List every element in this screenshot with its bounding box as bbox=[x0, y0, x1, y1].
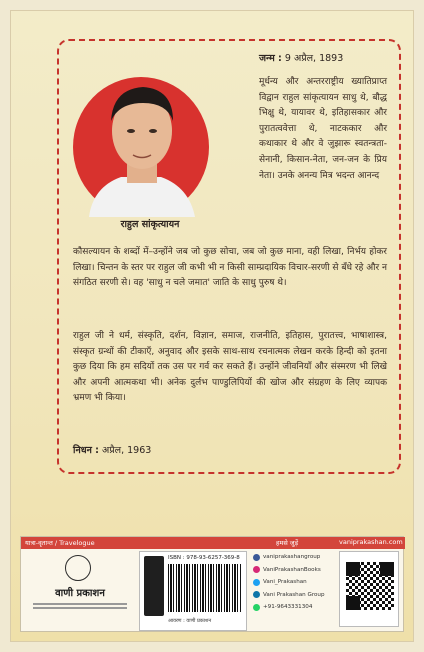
social-link-facebook[interactable] bbox=[253, 551, 335, 564]
social-link-text: Vani Prakashan Group bbox=[263, 591, 325, 598]
isbn-text: ISBN : 978-93-6257-369-8 bbox=[168, 555, 240, 561]
qr-code-icon bbox=[346, 562, 394, 610]
cover-credit: आवरण : वाणी प्रकाशन bbox=[168, 618, 212, 624]
social-link-text: Vani_Prakashan bbox=[263, 579, 307, 586]
death-label: निधन : bbox=[73, 445, 99, 456]
social-link-text: vaniprakashangroup bbox=[263, 554, 321, 561]
bio-right-column: मूर्धन्य और अन्तरराष्ट्रीय ख्यातिप्राप्त विद्वान राहुल सांकृत्यायन साधु थे, बौद्ध भिक्षु थे, यायावर थे, इतिहासकार और पुरातत्ववेत्ता थे, नाटककार और कथाकार थे और वे जुझारू स्वतन्त्रता-सेनानी, किसान-नेता, जन-जन के प्रिय नेता। उनके अनन्य मित्र भदन्त आनन्द bbox=[259, 77, 387, 181]
social-links bbox=[253, 551, 335, 614]
bio-paragraph-two: राहुल जी ने धर्म, संस्कृति, दर्शन, विज्ञान, समाज, राजनीति, इतिहास, पुरातत्त्व, भाषाशास्त्र, संस्कृत ग्रन्थों की टीकाएँ, अनुवाद और इसके साथ-साथ रचनात्मक लेखन करके हिन्दी को इतना कुछ दिया कि हम सदियों तक उस पर गर्व कर सकते हैं। उन्होंने जीवनियाँ और संस्मरण भी लिखे और अपनी आत्मकथा भी। अनेक दुर्लभ पाण्डुलिपियों की खोज और संग्रहण के लिए व्यापक भ्रमण भी किया। bbox=[73, 331, 387, 404]
publisher-name: वाणी प्रकाशन bbox=[55, 588, 105, 599]
social-link-text: VaniPrakashanBooks bbox=[263, 566, 321, 573]
follow-label: हमसे जुड़ें bbox=[276, 539, 299, 547]
whatsapp-icon bbox=[253, 604, 260, 611]
facebook-icon bbox=[253, 554, 260, 561]
publisher-strip bbox=[20, 536, 404, 632]
social-link-whatsapp[interactable] bbox=[253, 601, 335, 614]
birth-date bbox=[259, 51, 343, 64]
death-date bbox=[73, 443, 151, 456]
strip-header bbox=[21, 537, 405, 549]
birth-label: जन्म : bbox=[259, 53, 282, 64]
social-link-linkedin[interactable] bbox=[253, 589, 335, 602]
social-link-twitter[interactable] bbox=[253, 576, 335, 589]
author-portrait bbox=[69, 59, 223, 217]
barcode-icon bbox=[168, 564, 242, 612]
publisher-logo bbox=[27, 553, 133, 629]
website-link[interactable]: vaniprakashan.com bbox=[339, 538, 403, 546]
birth-value: 9 अप्रैल, 1893 bbox=[281, 53, 344, 64]
linkedin-icon bbox=[253, 591, 260, 598]
publisher-tagline bbox=[29, 601, 131, 615]
barcode-panel bbox=[139, 551, 247, 631]
twitter-icon bbox=[253, 579, 260, 586]
bio-continuation: कौसल्यायन के शब्दों में–उन्होंने जब जो कुछ सोचा, जब जो कुछ माना, वही लिखा, निर्भय होकर लिखा। चिन्तन के स्तर पर राहुल जी कभी भी न किसी साम्प्रदायिक विचार-सरणी से बँधे रहे और न संगठित सरणी से। वह 'साधु न चले जमात' जाति के साधु पुरुष थे। bbox=[73, 247, 387, 289]
publisher-emblem-icon bbox=[65, 555, 91, 581]
social-link-instagram[interactable] bbox=[253, 564, 335, 577]
social-link-text: +91-9643331304 bbox=[263, 604, 313, 611]
price-mark-icon bbox=[144, 556, 164, 616]
category-label: यात्रा-वृतान्त / Travelogue bbox=[25, 539, 95, 547]
qr-code bbox=[339, 551, 399, 627]
portrait-caption: राहुल सांकृत्यायन bbox=[120, 219, 180, 230]
death-value: अप्रैल, 1963 bbox=[98, 445, 152, 456]
instagram-icon bbox=[253, 566, 260, 573]
